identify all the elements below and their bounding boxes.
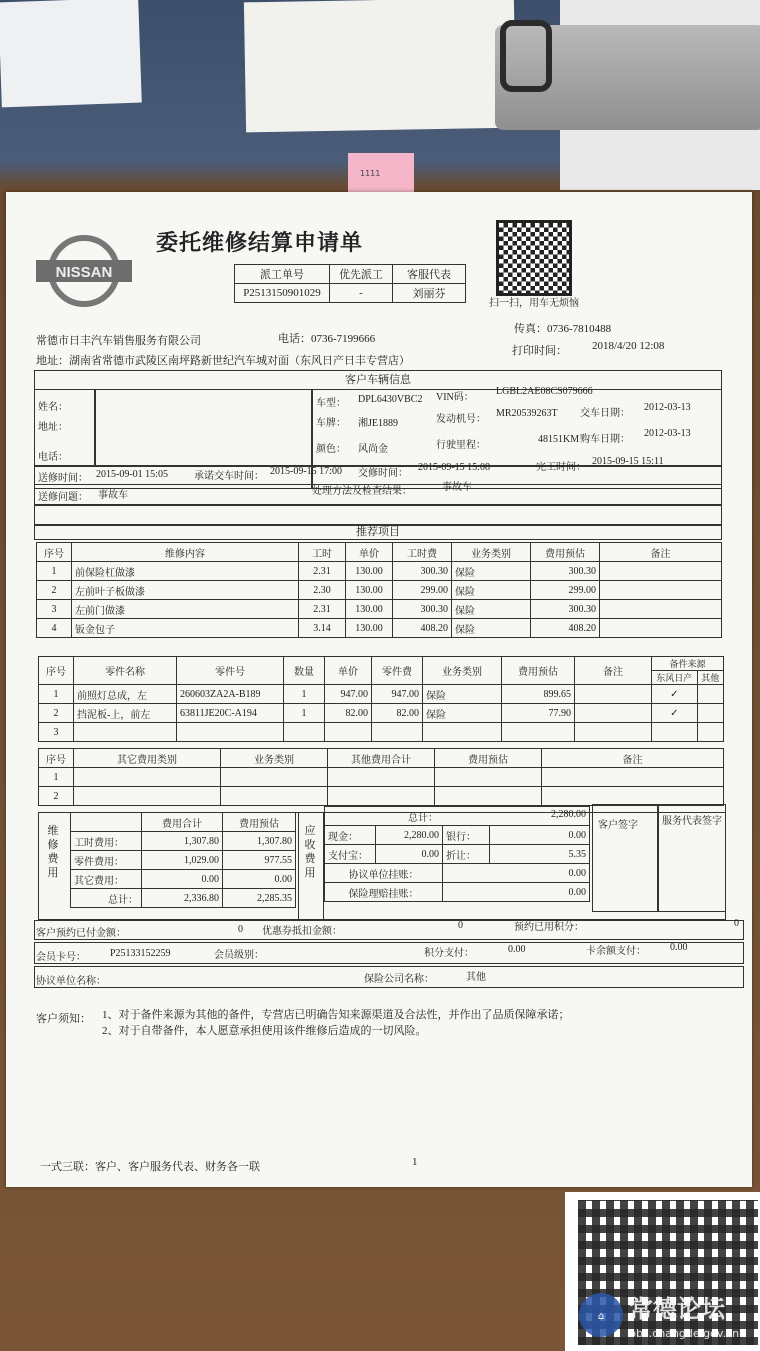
- points-used-value: 0: [734, 918, 739, 929]
- watermark-url: bbs.changde.gov.cn: [629, 1327, 740, 1340]
- cell: [575, 704, 652, 723]
- cell: 947.00: [372, 685, 423, 704]
- labor-col-price: 单价: [346, 543, 393, 562]
- cell: 300.30: [531, 562, 600, 581]
- engine: MR20539263T: [496, 408, 558, 419]
- fee-col-total: 费用合计: [142, 813, 223, 832]
- method: 事故车: [442, 482, 472, 493]
- parts-col-other: 其他: [697, 671, 723, 685]
- send-time: 2015-09-01 15:05: [96, 469, 168, 480]
- fax: 传真：0736-7810488: [514, 323, 612, 335]
- member-label: 会员卡号：: [36, 952, 86, 963]
- table-row: [325, 807, 590, 826]
- other-col-category: 其它费用类别: [74, 749, 221, 768]
- cell: 3: [37, 600, 72, 619]
- cell: [74, 723, 177, 742]
- engine-label: 发动机号：: [436, 414, 486, 425]
- cell: 2.30: [299, 581, 346, 600]
- cell: [435, 787, 542, 806]
- labor-col-content: 维修内容: [72, 543, 299, 562]
- cell: [697, 685, 723, 704]
- cell: 前保险杠做漆: [72, 562, 299, 581]
- table-row: [37, 581, 722, 600]
- cell: [435, 768, 542, 787]
- priority-value: -: [330, 284, 393, 303]
- cell: 0.00: [223, 870, 296, 889]
- clip-handle: [500, 20, 552, 92]
- points-pay-value: 0.00: [508, 944, 526, 955]
- cell: 977.55: [223, 851, 296, 870]
- other-col-estimate: 费用预估: [435, 749, 542, 768]
- other-header-row: [39, 749, 724, 768]
- cell: 2,285.35: [223, 889, 296, 908]
- parts-col-remark: 备注: [575, 657, 652, 685]
- cell: 保险: [423, 685, 502, 704]
- table-row: [37, 562, 722, 581]
- company-name: 常德市日丰汽车销售服务有限公司: [36, 335, 201, 347]
- customer-sign-label: 客户签字: [598, 820, 638, 831]
- labor-col-estimate: 费用预估: [531, 543, 600, 562]
- fee-vertical-label: 维修费用: [47, 825, 59, 879]
- parts-col-fee: 零件费: [372, 657, 423, 685]
- cell: [328, 787, 435, 806]
- qr-code: [496, 220, 572, 296]
- cell: 2.31: [299, 562, 346, 581]
- labor-col-type: 业务类别: [452, 543, 531, 562]
- parts-col-name: 零件名称: [74, 657, 177, 685]
- table-row: [39, 704, 724, 723]
- invoice-document: [6, 192, 752, 1187]
- insurance-amount: 0.00: [443, 883, 590, 902]
- parts-header-row: [39, 657, 724, 671]
- cell: 300.30: [393, 562, 452, 581]
- model: DPL6430VBC2: [358, 394, 423, 405]
- member-value: P25133152259: [110, 948, 171, 959]
- dispatch-no-header: 派工单号: [235, 265, 330, 284]
- cell: 1,029.00: [142, 851, 223, 870]
- promise-time: 2015-09-15 17:00: [270, 466, 342, 477]
- priority-header: 优先派工: [330, 265, 393, 284]
- total-amount: 2,280.00: [551, 808, 586, 820]
- cell: 保险: [452, 619, 531, 638]
- cell: [177, 723, 284, 742]
- table-row: [39, 768, 724, 787]
- cell: [652, 723, 698, 742]
- other-fee-table: [38, 748, 724, 806]
- total-cell: [325, 807, 590, 826]
- parts-col-number: 零件号: [177, 657, 284, 685]
- cell: 300.30: [531, 600, 600, 619]
- nissan-logo: [32, 234, 136, 308]
- color-label: 颜色：: [316, 444, 346, 455]
- service-rep-header: 客服代表: [393, 265, 466, 284]
- table-row: [39, 685, 724, 704]
- cell: [74, 787, 221, 806]
- page-number: 1: [412, 1156, 418, 1168]
- service-sign-label: 服务代表签字: [662, 816, 722, 827]
- cell: [575, 685, 652, 704]
- cell: 899.65: [502, 685, 575, 704]
- cell: [221, 787, 328, 806]
- cell: 总计：: [71, 889, 142, 908]
- name-label: 姓名：: [38, 402, 68, 413]
- cell: 左前门做漆: [72, 600, 299, 619]
- labor-col-remark: 备注: [600, 543, 722, 562]
- cell: 左前叶子板做漆: [72, 581, 299, 600]
- cell: 1: [39, 768, 74, 787]
- cell: [542, 787, 724, 806]
- cell: 130.00: [346, 600, 393, 619]
- cell: 前照灯总成，左: [74, 685, 177, 704]
- coupon-value: 0: [458, 920, 463, 931]
- receivable-vertical-label: 应收费用: [304, 825, 316, 879]
- divider: [94, 389, 96, 467]
- other-col-type: 业务类别: [221, 749, 328, 768]
- cell: 4: [37, 619, 72, 638]
- discount-amount: 5.35: [490, 845, 590, 864]
- other-col-total: 其他费用合计: [328, 749, 435, 768]
- insurer-label: 保险公司名称：: [364, 974, 434, 985]
- cell: [372, 723, 423, 742]
- issue: 事故车: [98, 490, 128, 501]
- member-level-label: 会员级别：: [214, 950, 264, 961]
- discount-label: 折让：: [443, 845, 490, 864]
- parts-col-estimate: 费用预估: [502, 657, 575, 685]
- labor-col-no: 序号: [37, 543, 72, 562]
- cash-amount: 2,280.00: [376, 826, 443, 845]
- labor-header-row: [37, 543, 722, 562]
- cell: [600, 619, 722, 638]
- agreement-unit-label: 协议单位名称：: [36, 976, 106, 987]
- cell: 408.20: [393, 619, 452, 638]
- cell: [74, 768, 221, 787]
- qr-label: 扫一扫，用车无烦恼: [489, 298, 579, 309]
- bank-label: 银行：: [443, 826, 490, 845]
- cell: 保险: [423, 704, 502, 723]
- cell: 2,336.80: [142, 889, 223, 908]
- prepaid-row: [34, 920, 744, 940]
- labor-table: [36, 542, 722, 638]
- cell: 钣金包子: [72, 619, 299, 638]
- cell: 2: [39, 787, 74, 806]
- blank-row: [34, 504, 722, 526]
- card-balance-label: 卡余额支付：: [586, 946, 646, 957]
- cell: [284, 723, 325, 742]
- cell: 2: [39, 704, 74, 723]
- table-row: [325, 883, 590, 902]
- cell: 260603ZA2A-B189: [177, 685, 284, 704]
- send-time-label: 送修时间：: [38, 473, 88, 484]
- parts-col-price: 单价: [325, 657, 372, 685]
- watermark-text: 常德论坛: [629, 1295, 725, 1323]
- plate: 湘JE1889: [358, 418, 398, 429]
- agreement-amount: 0.00: [443, 864, 590, 883]
- cell: 3: [39, 723, 74, 742]
- cell: 299.00: [531, 581, 600, 600]
- agreement-label: 协议单位挂账：: [325, 864, 443, 883]
- parts-col-type: 业务类别: [423, 657, 502, 685]
- prepaid-value: 0: [238, 924, 243, 935]
- cell: [328, 768, 435, 787]
- cell: [542, 768, 724, 787]
- other-col-remark: 备注: [542, 749, 724, 768]
- cell: [423, 723, 502, 742]
- delivery-date-label: 交车日期：: [580, 408, 630, 419]
- fee-table: [70, 812, 296, 908]
- bank-amount: 0.00: [490, 826, 590, 845]
- cell: 77.90: [502, 704, 575, 723]
- cell: 1: [284, 704, 325, 723]
- cell: 82.00: [325, 704, 372, 723]
- cell: ✓: [652, 704, 698, 723]
- plate-label: 车牌：: [316, 418, 346, 429]
- cell: 3.14: [299, 619, 346, 638]
- print-time-label: 打印时间：: [512, 345, 567, 357]
- other-col-no: 序号: [39, 749, 74, 768]
- prepaid-label: 客户预约已付金额：: [36, 928, 126, 939]
- receivable-table: [324, 806, 590, 902]
- cell: 300.30: [393, 600, 452, 619]
- buy-date-label: 购车日期：: [580, 434, 630, 445]
- cell: [502, 723, 575, 742]
- deliver-time: 2015-09-15 15:08: [418, 462, 490, 473]
- notice-title: 客户须知：: [36, 1013, 91, 1025]
- invoice-sheet: [6, 192, 752, 1187]
- table-row: [325, 864, 590, 883]
- cell: ✓: [652, 685, 698, 704]
- cell: [325, 723, 372, 742]
- cell: 130.00: [346, 581, 393, 600]
- parts-col-qty: 数量: [284, 657, 325, 685]
- cell: 保险: [452, 581, 531, 600]
- cell: 其它费用：: [71, 870, 142, 889]
- alipay-label: 支付宝：: [325, 845, 376, 864]
- card-balance-value: 0.00: [670, 942, 688, 953]
- finish-time: 2015-09-15 15:11: [592, 456, 664, 467]
- cell: [221, 768, 328, 787]
- cell: [697, 704, 723, 723]
- mileage-label: 行驶里程：: [436, 440, 486, 451]
- parts-col-no: 序号: [39, 657, 74, 685]
- background-paper-middle: [244, 0, 516, 132]
- customer-section-title: 客户车辆信息: [34, 370, 722, 390]
- print-time: 2018/4/20 12:08: [592, 340, 665, 352]
- table-row: [71, 851, 296, 870]
- doc-title: 委托维修结算申请单: [156, 230, 364, 255]
- cell: 63811JE20C-A194: [177, 704, 284, 723]
- service-rep: 刘丽芬: [393, 284, 466, 303]
- cell: 299.00: [393, 581, 452, 600]
- cell: [575, 723, 652, 742]
- watermark: [575, 1285, 760, 1345]
- cell: 408.20: [531, 619, 600, 638]
- cell: 2.31: [299, 600, 346, 619]
- cell: [697, 723, 723, 742]
- svg-text:⌂: ⌂: [597, 1311, 605, 1322]
- insurance-label: 保险理赔挂账：: [325, 883, 443, 902]
- issue-label: 送修问题：: [38, 492, 88, 503]
- buy-date: 2012-03-13: [644, 428, 691, 439]
- parts-col-dongfeng: 东风日产: [652, 671, 698, 685]
- promise-time-label: 承诺交车时间：: [194, 471, 264, 482]
- finish-time-label: 完工时间：: [536, 462, 586, 473]
- recommend-title: 推荐项目: [34, 524, 722, 540]
- deliver-time-label: 交修时间：: [358, 468, 408, 479]
- cell: 130.00: [346, 562, 393, 581]
- cell: 1: [39, 685, 74, 704]
- points-pay-label: 积分支付：: [424, 948, 474, 959]
- model-label: 车型：: [316, 398, 346, 409]
- addr-label: 地址：: [38, 422, 68, 433]
- cell: 130.00: [346, 619, 393, 638]
- table-row: [37, 619, 722, 638]
- cell: [71, 813, 142, 832]
- address: 地址：湖南省常德市武陵区南坪路新世纪汽车城对面（东风日产日丰专营店）: [36, 355, 410, 367]
- notice-2: 2、对于自带备件，本人愿意承担使用该件维修后造成的一切风险。: [102, 1025, 427, 1037]
- mileage: 48151KM: [538, 434, 580, 445]
- vin: LGBL2AE08CS079666: [496, 386, 593, 397]
- tel-label: 电话：: [38, 452, 68, 463]
- background-paper-left: [0, 0, 142, 107]
- notice-1: 1、对于备件来源为其他的备件，专营店已明确告知来源渠道及合法性，并作出了品质保障承诺；: [102, 1009, 570, 1021]
- table-row: [325, 826, 590, 845]
- cell: 1,307.80: [223, 832, 296, 851]
- insurer-value: 其他: [466, 972, 486, 983]
- cell: 1: [284, 685, 325, 704]
- points-used-label: 预约已用积分：: [514, 922, 584, 933]
- svg-text:NISSAN: NISSAN: [55, 264, 113, 281]
- pink-note: 1111: [348, 153, 414, 197]
- cell: 82.00: [372, 704, 423, 723]
- labor-col-fee: 工时费: [393, 543, 452, 562]
- alipay-amount: 0.00: [376, 845, 443, 864]
- cell: 零件费用：: [71, 851, 142, 870]
- total-label: 总计：: [408, 812, 438, 824]
- cell: [600, 581, 722, 600]
- cell: 工时费用：: [71, 832, 142, 851]
- color: 风尚金: [358, 444, 388, 455]
- cell: 挡泥板-上，前左: [74, 704, 177, 723]
- table-row: [39, 723, 724, 742]
- table-row: [39, 787, 724, 806]
- table-row: [37, 600, 722, 619]
- dispatch-no: P2513150901029: [235, 284, 330, 303]
- labor-col-hours: 工时: [299, 543, 346, 562]
- cell: 1,307.80: [142, 832, 223, 851]
- cell: 1: [37, 562, 72, 581]
- cell: [600, 562, 722, 581]
- table-row: [71, 832, 296, 851]
- table-row: [325, 845, 590, 864]
- table-row: [71, 870, 296, 889]
- fee-header-row: [71, 813, 296, 832]
- table-row: [71, 889, 296, 908]
- parts-table: [38, 656, 724, 742]
- cell: [600, 600, 722, 619]
- cell: 保险: [452, 600, 531, 619]
- coupon-label: 优惠券抵扣金额：: [262, 926, 342, 937]
- cash-label: 现金：: [325, 826, 376, 845]
- method-label: 处理方法及检查结果：: [312, 486, 412, 497]
- dispatch-table: [234, 264, 466, 303]
- cell: 2: [37, 581, 72, 600]
- parts-col-source: 备件来源: [652, 657, 724, 671]
- fee-col-estimate: 费用预估: [223, 813, 296, 832]
- cell: 0.00: [142, 870, 223, 889]
- footer-note: 一式三联：客户、客户服务代表、财务各一联: [40, 1161, 260, 1173]
- cell: 保险: [452, 562, 531, 581]
- vin-label: VIN码：: [436, 392, 474, 403]
- delivery-date: 2012-03-13: [644, 402, 691, 413]
- phone: 电话：0736-7199666: [278, 333, 376, 345]
- cell: 947.00: [325, 685, 372, 704]
